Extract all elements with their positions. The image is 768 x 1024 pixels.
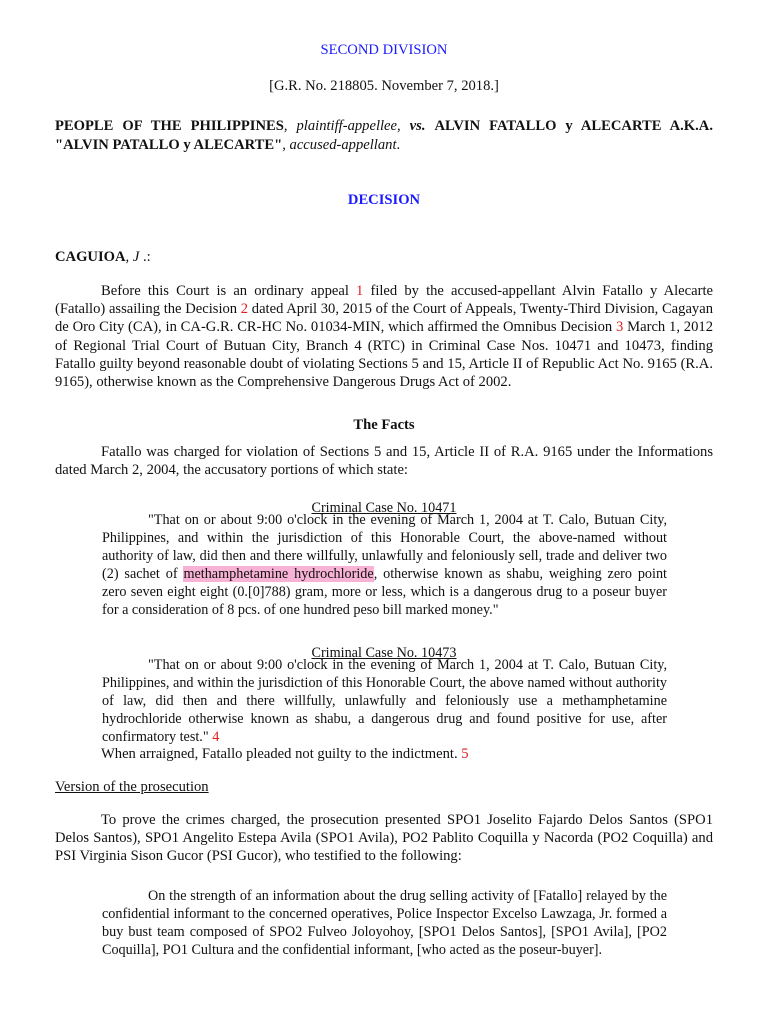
case-10473-heading: Criminal Case No. 10473 bbox=[311, 645, 457, 662]
paragraph-intro bbox=[55, 282, 713, 391]
ponente-name: CAGUIOA bbox=[55, 249, 126, 265]
ponente: CAGUIOA, J .: bbox=[55, 249, 151, 265]
ponente-suffix: J bbox=[132, 249, 140, 265]
case-10473-quote bbox=[102, 656, 667, 746]
case-10471-heading: Criminal Case No. 10471 bbox=[311, 500, 457, 517]
division-heading: SECOND DIVISION bbox=[320, 42, 448, 58]
case-10471-quote bbox=[102, 511, 667, 619]
accused-role: accused-appellant bbox=[289, 136, 397, 153]
facts-heading: The Facts bbox=[353, 417, 415, 433]
footnote-4-link[interactable]: 4 bbox=[212, 729, 220, 745]
case-reference: [G.R. No. 218805. November 7, 2018.] bbox=[269, 78, 499, 94]
para1-text-a: Before this Court is an ordinary appeal bbox=[101, 283, 357, 299]
case1-text-a: "That on or about 9:00 o'clock in the evening of March 1, 2004 at T. Calo, Butuan City, Philippines, and within the jurisdiction of this Honorable Court, the above-named without authority of law, did then and there willfully, unlawfully and feloniously sell, trade and deliver two (2) sachet of bbox=[102, 512, 667, 582]
versus: vs. bbox=[409, 118, 426, 134]
para1-text-d: March 1, 2012 of Regional Trial Court of Butuan City, Branch 4 (RTC) in Criminal Case Nos. 10471 and 10473, finding Fatallo guilty beyond reasonable doubt of violating Sections 5 and 15, Article II of Republic Act No. 9165 (R.A. 9165), otherwise known as the Comprehensive Dangerous Drugs Act of 2002. bbox=[55, 319, 713, 391]
accused-name: ALVIN FATALLO y ALECARTE A.K.A. "ALVIN PATALLO y ALECARTE" bbox=[55, 118, 713, 153]
prosecution-heading: Version of the prosecution bbox=[55, 779, 209, 795]
plaintiff-name: PEOPLE OF THE PHILIPPINES bbox=[55, 118, 284, 134]
prosecution-quote: On the strength of an information about the drug selling activity of [Fatallo] relayed by the confidential informant to the concerned operatives, Police Inspector Excelso Lawzaga, Jr. formed a buy bust team composed of SPO2 Fulveo Joloyohoy, [SPO1 Delos Santos], [SPO1 Avila], [PO2 Coquilla], PO1 Cultura and the confidential informant, [who acted as the poseur-buyer]. bbox=[102, 888, 667, 958]
highlighted-term: methamphetamine hydrochloride bbox=[183, 566, 374, 582]
footnote-1-link[interactable]: 1 bbox=[356, 283, 364, 299]
decision-heading: DECISION bbox=[347, 192, 421, 208]
para1-text-c: dated April 30, 2015 of the Court of Appeals, Twenty-Third Division, Cagayan de Oro City (CA), in CA-G.R. CR-HC No. 01034-MIN, which affirmed the Omnibus Decision bbox=[55, 301, 714, 336]
para3-text: When arraigned, Fatallo pleaded not guilty to the indictment. bbox=[101, 746, 462, 762]
footnote-2-link[interactable]: 2 bbox=[240, 301, 249, 318]
paragraph-arraignment bbox=[55, 745, 713, 763]
footnote-3-link[interactable]: 3 bbox=[616, 319, 624, 336]
footnote-5-link[interactable]: 5 bbox=[461, 746, 469, 762]
paragraph-charges: Fatallo was charged for violation of Sections 5 and 15, Article II of R.A. 9165 under the Informations dated March 2, 2004, the accusatory portions of which state: bbox=[55, 444, 713, 479]
case1-text-b: , otherwise known as shabu, weighing zero point zero seven eight eight (0.[0]788) gram, more or less, which is a dangerous drug to a poseur buyer for a consideration of 8 pcs. of one hundred peso bill marked money." bbox=[102, 566, 667, 618]
plaintiff-role: plaintiff-appellee bbox=[296, 118, 398, 134]
case2-text-a: "That on or about 9:00 o'clock in the evening of March 1, 2004 at T. Calo, Butuan City, Philippines, and within the jurisdiction of this Honorable Court, the above named without authority of law, did then and there willfully, unlawfully and feloniously use a methamphetamine hydrochloride otherwise known as shabu, a dangerous drug and found positive for use, after confirmatory test." bbox=[102, 657, 667, 745]
case-title: PEOPLE OF THE PHILIPPINES, plaintiff-appellee, vs. ALVIN FATALLO y ALECARTE A.K.A. "ALVIN PATALLO y ALECARTE", accused-appellant. bbox=[55, 118, 713, 153]
para1-text-b: filed by the accused-appellant Alvin Fatallo y Alecarte (Fatallo) assailing the Decision bbox=[55, 283, 713, 318]
paragraph-prosecution: To prove the crimes charged, the prosecution presented SPO1 Joselito Fajardo Delos Santos (SPO1 Delos Santos), SPO1 Angelito Estepa Avila (SPO1 Avila), PO2 Pablito Coquilla y Nacorda (PO2 Coquilla) and PSI Virginia Sison Gucor (PSI Gucor), who testified to the following: bbox=[55, 812, 713, 865]
